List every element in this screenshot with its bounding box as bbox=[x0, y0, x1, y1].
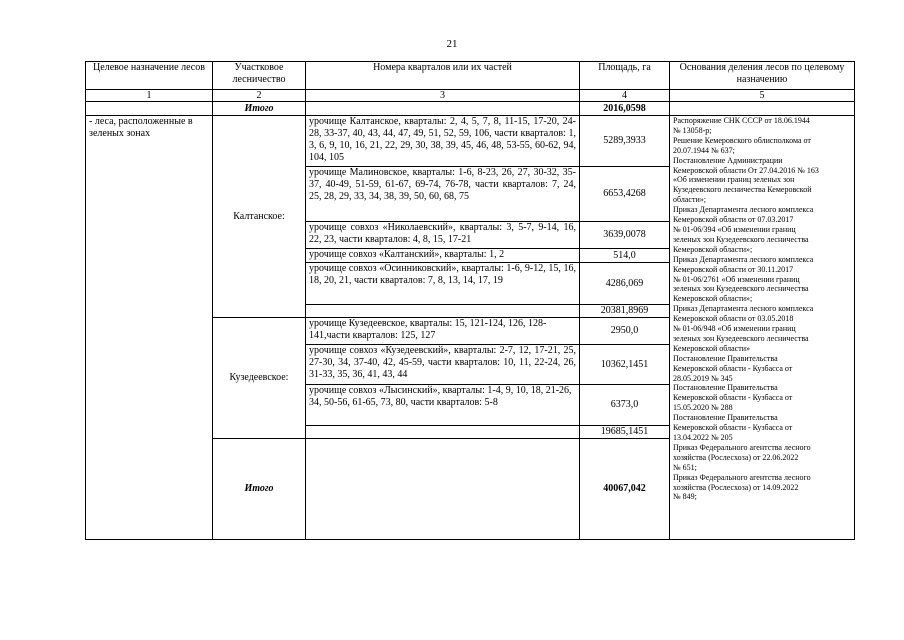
header-row bbox=[86, 62, 855, 90]
basis-line: Кемеровской области» bbox=[673, 343, 750, 353]
basis-line: 13.04.2022 № 205 bbox=[673, 433, 733, 442]
basis-line: Кемеровской области от 30.11.2017 bbox=[673, 264, 794, 274]
basis-line: зеленых зон Кузедеевского лесничества bbox=[673, 234, 809, 244]
basis-line: Кемеровской области от 03.05.2018 bbox=[673, 314, 794, 324]
basis-line: № 01-06/2761 «Об изменении границ bbox=[673, 274, 800, 284]
quarters-cell: урочище совхоз «Осинниковский», кварталы: 1-6, 9-12, 15, 16, 18, 20, 21, части кварталов: 7, 8, 13, 14, 17, 19 bbox=[306, 263, 580, 305]
basis-line: зеленых зон Кузедеевского лесничества bbox=[673, 333, 809, 343]
basis-line: Кемеровской области от 07.03.2017 bbox=[673, 215, 794, 225]
area-cell: 10362,1451 bbox=[580, 345, 670, 385]
basis-line: хозяйства (Рослесхоза) от 14.09.2022 bbox=[673, 482, 799, 492]
itogo-label: Итого bbox=[213, 102, 306, 116]
table-row bbox=[86, 116, 855, 167]
quarters-cell: урочище Малиновское, кварталы: 1-6, 8-23, 26, 27, 30-32, 35-37, 40-49, 51-59, 61-67, 69-74, 76-78, части кварталов: 7, 24, 25, 28, 29, 33, 34, 38, 39, 50, 60, 68, 75 bbox=[306, 167, 580, 222]
area-cell: 3639,0078 bbox=[580, 222, 670, 249]
basis-list bbox=[673, 116, 851, 502]
basis-line: № 13058-р; bbox=[673, 125, 712, 135]
basis-cell bbox=[670, 116, 855, 540]
basis-line: Приказ Департамента лесного комплекса bbox=[673, 205, 814, 215]
area-cell: 5289,3933 bbox=[580, 116, 670, 167]
basis-line: № 849; bbox=[673, 492, 697, 502]
column-number: 1 bbox=[86, 90, 213, 102]
header-purpose: Целевое назначение лесов bbox=[86, 62, 213, 90]
itogo-value: 40067,042 bbox=[580, 439, 670, 540]
subtotal-kaltan: 20381,8969 bbox=[580, 305, 670, 318]
column-number: 5 bbox=[670, 90, 855, 102]
basis-line: № 651; bbox=[673, 462, 697, 472]
column-number: 2 bbox=[213, 90, 306, 102]
basis-line: Постановление Администрации bbox=[673, 155, 783, 165]
basis-line: Приказ Департамента лесного комплекса bbox=[673, 304, 814, 314]
column-number-row bbox=[86, 90, 855, 102]
basis-line: Кемеровской области - Кузбасса от bbox=[673, 393, 793, 403]
basis-line: 28.05.2019 № 345 bbox=[673, 373, 733, 383]
basis-line: Постановление Правительства bbox=[673, 383, 778, 393]
column-number: 4 bbox=[580, 90, 670, 102]
header-area: Площадь, га bbox=[580, 62, 670, 90]
subtotal-kuzedeev: 19685,1451 bbox=[580, 426, 670, 439]
basis-line: 20.07.1944 № 637; bbox=[673, 145, 735, 155]
area-cell: 2950,0 bbox=[580, 318, 670, 345]
area-cell: 4286,069 bbox=[580, 263, 670, 305]
basis-line: Приказ Федерального агентства лесного bbox=[673, 472, 811, 482]
basis-line: хозяйства (Рослесхоза) от 22.06.2022 bbox=[673, 452, 799, 462]
area-cell: 514,0 bbox=[580, 249, 670, 263]
basis-line: области»; bbox=[673, 195, 706, 205]
itogo-value: 2016,0598 bbox=[580, 102, 670, 116]
basis-line: Кемеровской области От 27.04.2016 № 163 bbox=[673, 165, 819, 175]
column-number: 3 bbox=[306, 90, 580, 102]
basis-line: зеленых зон Кузедеевского лесничества bbox=[673, 284, 809, 294]
quarters-cell: урочище Кузедеевское, кварталы: 15, 121-124, 126, 128-141,части кварталов: 125, 127 bbox=[306, 318, 580, 345]
basis-line: Кемеровской области»; bbox=[673, 244, 753, 254]
itogo-label: Итого bbox=[213, 439, 306, 540]
header-quarters: Номера кварталов или их частей bbox=[306, 62, 580, 90]
quarters-cell: урочище совхоз «Кузедеевский», кварталы: 2-7, 12, 17-21, 25, 27-30, 34, 37-40, 42, 45-59, части кварталов: 10, 11, 22-24, 26, 31-33, 35, 36, 41, 43, 44 bbox=[306, 345, 580, 385]
quarters-cell: урочище Калтанское, кварталы: 2, 4, 5, 7, 8, 11-15, 17-20, 24-28, 33-37, 40, 43, 44, 47, 49, 51, 52, 59, 106, части кварталов: 1, 3, 6, 9, 10, 16, 21, 22, 29, 30, 38, 39, 45, 46, 48, 53-55, 60-62, 94, 104, 105 bbox=[306, 116, 580, 167]
page-number: 21 bbox=[446, 38, 458, 50]
basis-line: Приказ Департамента лесного комплекса bbox=[673, 254, 814, 264]
forest-zones-table bbox=[85, 61, 855, 540]
basis-line: Кузедеевского лесничества Кемеровской bbox=[673, 185, 812, 195]
basis-line: № 01-06/394 «Об изменении границ bbox=[673, 224, 796, 234]
basis-line: 15.05.2020 № 288 bbox=[673, 403, 733, 413]
basis-line: Постановление Правительства bbox=[673, 353, 778, 363]
header-basis: Основания деления лесов по целевому назначению bbox=[670, 62, 855, 90]
purpose-cell: - леса, расположенные в зеленых зонах bbox=[86, 116, 213, 540]
quarters-cell: урочище совхоз «Лысинский», кварталы: 1-4, 9, 10, 18, 21-26, 34, 50-56, 61-65, 73, 80, части кварталов: 5-8 bbox=[306, 385, 580, 426]
forestry-kaltan: Калтанское: bbox=[213, 116, 306, 318]
basis-line: Кемеровской области - Кузбасса от bbox=[673, 363, 793, 373]
area-cell: 6653,4268 bbox=[580, 167, 670, 222]
basis-line: «Об изменении границ зеленых зон bbox=[673, 175, 795, 185]
quarters-cell: урочище совхоз «Калтанский», кварталы: 1, 2 bbox=[306, 249, 580, 263]
quarters-cell: урочище совхоз «Николаевский», кварталы: 3, 5-7, 9-14, 16, 22, 23, части кварталов: 4, 8, 15, 17-21 bbox=[306, 222, 580, 249]
forestry-kuzedeev: Кузедеевское: bbox=[213, 318, 306, 439]
basis-line: Кемеровской области - Кузбасса от bbox=[673, 423, 793, 433]
basis-line: Распоряжение СНК СССР от 18.06.1944 bbox=[673, 116, 810, 125]
basis-line: Постановление Правительства bbox=[673, 413, 778, 423]
basis-line: № 01-06/948 «Об изменении границ bbox=[673, 324, 796, 334]
basis-line: Приказ Федерального агентства лесного bbox=[673, 442, 811, 452]
basis-line: Кемеровской области»; bbox=[673, 294, 753, 304]
basis-line: Решение Кемеровского облисполкома от bbox=[673, 135, 811, 145]
header-forestry: Участковое лесничество bbox=[213, 62, 306, 90]
itogo-row-top bbox=[86, 102, 855, 116]
area-cell: 6373,0 bbox=[580, 385, 670, 426]
